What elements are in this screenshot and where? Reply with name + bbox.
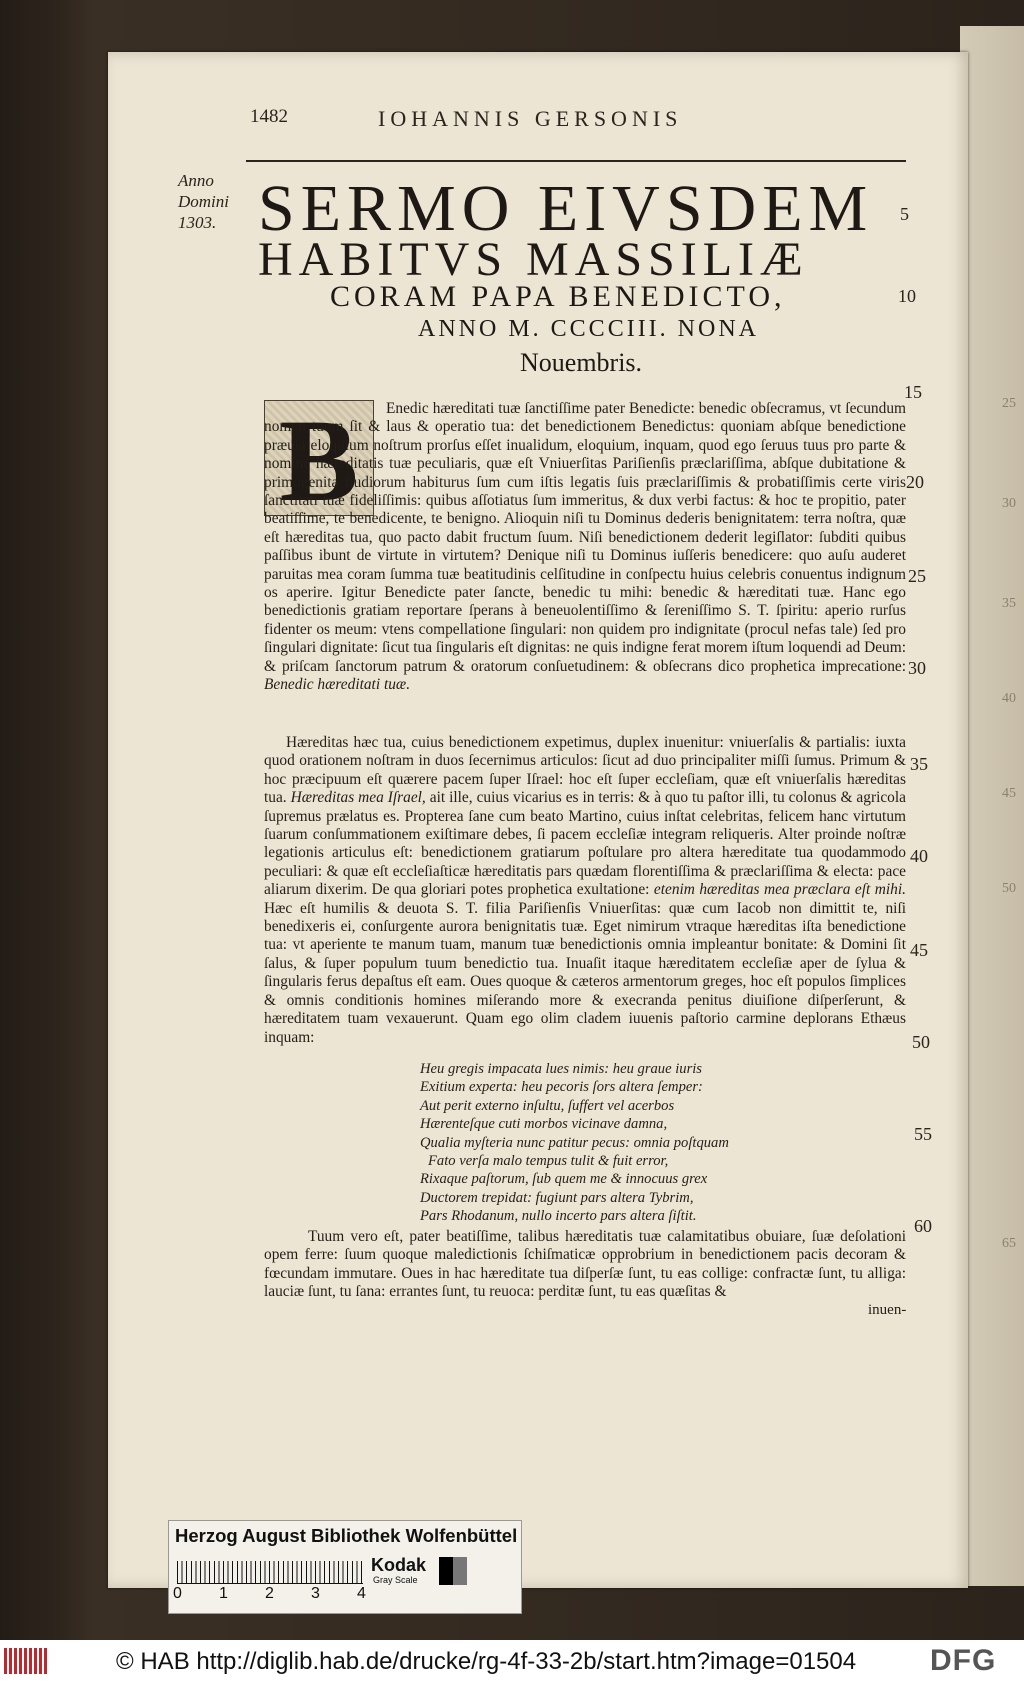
line-number: 60: [914, 1216, 932, 1236]
line-number: 50: [912, 1032, 930, 1052]
line-number: 45: [910, 940, 928, 960]
line-number: 35: [910, 754, 928, 774]
page-number: 1482: [250, 106, 288, 127]
header-rule: [246, 160, 906, 162]
kodak-brand: Kodak: [371, 1555, 427, 1575]
title-line-3: CORAM PAPA BENEDICTO,: [330, 280, 786, 313]
catchword: inuen-: [868, 1302, 907, 1318]
line-number: 30: [908, 658, 926, 678]
decorated-initial: B: [264, 400, 374, 516]
footer-bar: [0, 1640, 1024, 1682]
paragraph-2: Hæreditas hæc tua, cuius benedictionem expetimus, duplex inuenitur: vniuerſalis & partialis: iuxta quod orationem noſtram in duos ſecernimus articulos: ſicut ad duo principaliter miſſi ſumus. Primum & hoc præcipuum eſt quærere pacem ſuper Iſrael: hoc eſt ſuper eccleſiam, quæ eſt vniuerſalis hæreditas tua. Hæreditas mea Iſrael, ait ille, cuius vicarius es in terris: & à quo tu paſtor illi, tu colonus & agricola ſupremus prælatus es. Propterea ſane cum beato Martino, cuius inſtat celebritas, felicem hanc virtutum ſuarum conſummationem exiſtimare debes, ſi pacem eccleſiæ integram reliqueris. Alter proinde noſtræ legationis articulus eſt: benedictionem gratiarum poſtulare pro altera hæreditate tua quodammodo peculiari: & quæ eſt eccleſiaſticæ hæreditatis pars quædam florentiſſima & præclariſſima & electa: pace aliarum dixerim. De qua gloriari potes prophetica exultatione: etenim hæreditas mea præclara eſt mihi. Hæc eſt humilis & deuota S. T. filia Pariſienſis Vniuerſitas: quæ cum Iacob non dimittit te, niſi benedixeris ei, conſurgente aurora benignitatis tuæ. Eget nimirum vtraque hæreditas iſta benedictione tua: vt aperiente te manum tuam, manum tuæ benedictionis omnia impleantur bonitate: & Domini ſit ſalus, & ſuper populum tuum benedictio tua. Inuaſit itaque hæreditatem eccleſiæ aper de ſylua & ſingularis ferus depaſtus eſt eam. Oues quoque & cæteros armentorum greges, hoc eſt populos ſimplices & omnis conditionis homines miſerando more & execranda penitus diuiſione diſperſerunt, & hæreditatem tuam vexauerunt. Quam ego olim cladem iuuenis paſtorio carmine deplorans Ethæus inquam:: [264, 734, 906, 1046]
line-number: 5: [900, 204, 909, 224]
verse-line: Rixaque paſtorum, ſub quem me & innocuus grex: [420, 1171, 708, 1188]
line-number: 15: [904, 382, 922, 402]
black-swatch: [439, 1557, 453, 1585]
line-number: 10: [898, 286, 916, 306]
library-color-card: Herzog August Bibliothek Wolfenbüttel 0 1 2 3 4 Kodak Gray Scale: [168, 1520, 522, 1614]
line-number: 40: [910, 846, 928, 866]
title-line-4: ANNO M. CCCCIII. NONA: [418, 316, 760, 342]
paragraph-3: Tuum vero eſt, pater beatiſſime, talibus hæreditatis tuæ calamitatibus obuiare, ſuæ deſolationi opem ferre: ſuum quoque maledictionis ſchiſmaticæ opprobrium in benedictionem pacis decoram & fœcundam immutare. Oues in hac hæreditate tua diſperſæ ſunt, tu eas collige: confractæ ſunt, tu alliga: lauciæ ſunt, tu ſana: errantes ſunt, tu reuoca: perditæ ſunt, tu eas quæſitas &: [264, 1228, 906, 1301]
verse-line: Hærenteſque cuti morbos vicinave damna,: [420, 1116, 668, 1133]
title-line-1: SERMO EIVSDEM: [258, 172, 874, 245]
line-number: 55: [914, 1124, 932, 1144]
line-number: 25: [908, 566, 926, 586]
title-line-5: Nouembris.: [520, 348, 643, 377]
margin-year-note: Anno Domini 1303.: [178, 171, 229, 232]
line-number: 20: [906, 472, 924, 492]
underlying-page-edge: 25 30 35 40 45 50 65: [960, 26, 1024, 1586]
verse-block: [420, 1060, 850, 1226]
gray-swatch: [453, 1557, 467, 1585]
running-title: IOHANNIS GERSONIS: [378, 106, 683, 131]
paragraph-1: Enedic hæreditati tuæ ſanctiſſime pater Benedicte: benedic obſecramus, vt ſecundum nomen tuum ſit & laus & operatio tua: det benedictionem Benedictus: quoniam abſque benedictione præuia eloquium noſtrum prorſus eſſet inualidum, eloquium, inquam, quod ego ſeruus tuus pro parte & nomine hæreditatis tuæ peculiaris, quæ eſt Vniuerſitas Pariſienſis præclariſſima, abſque dubitatione & primogenita ſtudiorum habiturus ſum cum iſtis legatis ſuis præclariſſimis & probatiſſimis certe viris ſanctitati tuæ fideliſſimis: quibus aſſotiatus ſum immeritus, & dux verbi factus: & hoc te propitio, pater beatiſſime, te benedicente, te benigno. Alioquin niſi tu Dominus dederis benignitatem: terra noſtra, quæ eſt hæreditas tua, quo pacto dabit fructum ſuum. Niſi benedictionem dederit legiſlator: ſubditi quibus paſſibus ibunt de virtute in virtutem? Denique niſi tu Dominus iuſſeris benedicere: quo auſu auderet paruitas mea coram ſumma tuæ beatitudinis celſitudine in conſpectu huius celebris conuentus indignum os aperire. Igitur Benedicte pater ſancte, benedic tu mihi: benedic & hæreditati tuæ. Hanc ego benedictionis gratiam reportare ſperans à beneuolentiſſimo & ſereniſſimo S. T. ſpiritu: aperio rurſus fidenter os meum: vtens compellatione ſingulari: non quidem pro indignitate (procul nefas tale) ſed pro ſingulari dignitate: ſicut tua ſingularis eſt dignitas: ne quis indigne ferat morem iſtum loquendi ad Deum: & priſcam ſanctorum patrum & oratorum conſuetudinem: & obſecrans dico prophetica imprecatione: Benedic hæreditati tuæ.: [264, 400, 906, 694]
title-line-2: HABITVS MASSILIÆ: [258, 233, 809, 286]
library-name: Herzog August Bibliothek Wolfenbüttel: [175, 1525, 518, 1546]
hab-barcode-logo: [4, 1648, 48, 1674]
verse-line: Pars Rhodanum, nullo incerto pars altera ſiſtit.: [420, 1208, 697, 1225]
verse-line: Aut perit externo inſultu, ſuffert vel acerbos: [420, 1097, 675, 1114]
verse-line: Heu gregis impacata lues nimis: heu graue iuris: [420, 1061, 702, 1077]
copyright-url[interactable]: © HAB http://diglib.hab.de/drucke/rg-4f-33-2b/start.htm?image=01504: [116, 1648, 857, 1675]
verse-line: Ductorem trepidat: fugiunt pars altera Tybrim,: [420, 1189, 694, 1206]
verse-line: Exitium experta: heu pecoris ſors altera ſemper:: [420, 1079, 703, 1096]
dfg-logo: DFG: [930, 1644, 997, 1677]
measurement-ruler: [177, 1561, 363, 1584]
gray-scale-label: Gray Scale: [373, 1575, 418, 1585]
verse-line: Fato verſa malo tempus tulit & fuit error,: [428, 1153, 669, 1170]
verse-line: Qualia myſteria nunc patitur pecus: omnia poſtquam: [420, 1134, 729, 1151]
